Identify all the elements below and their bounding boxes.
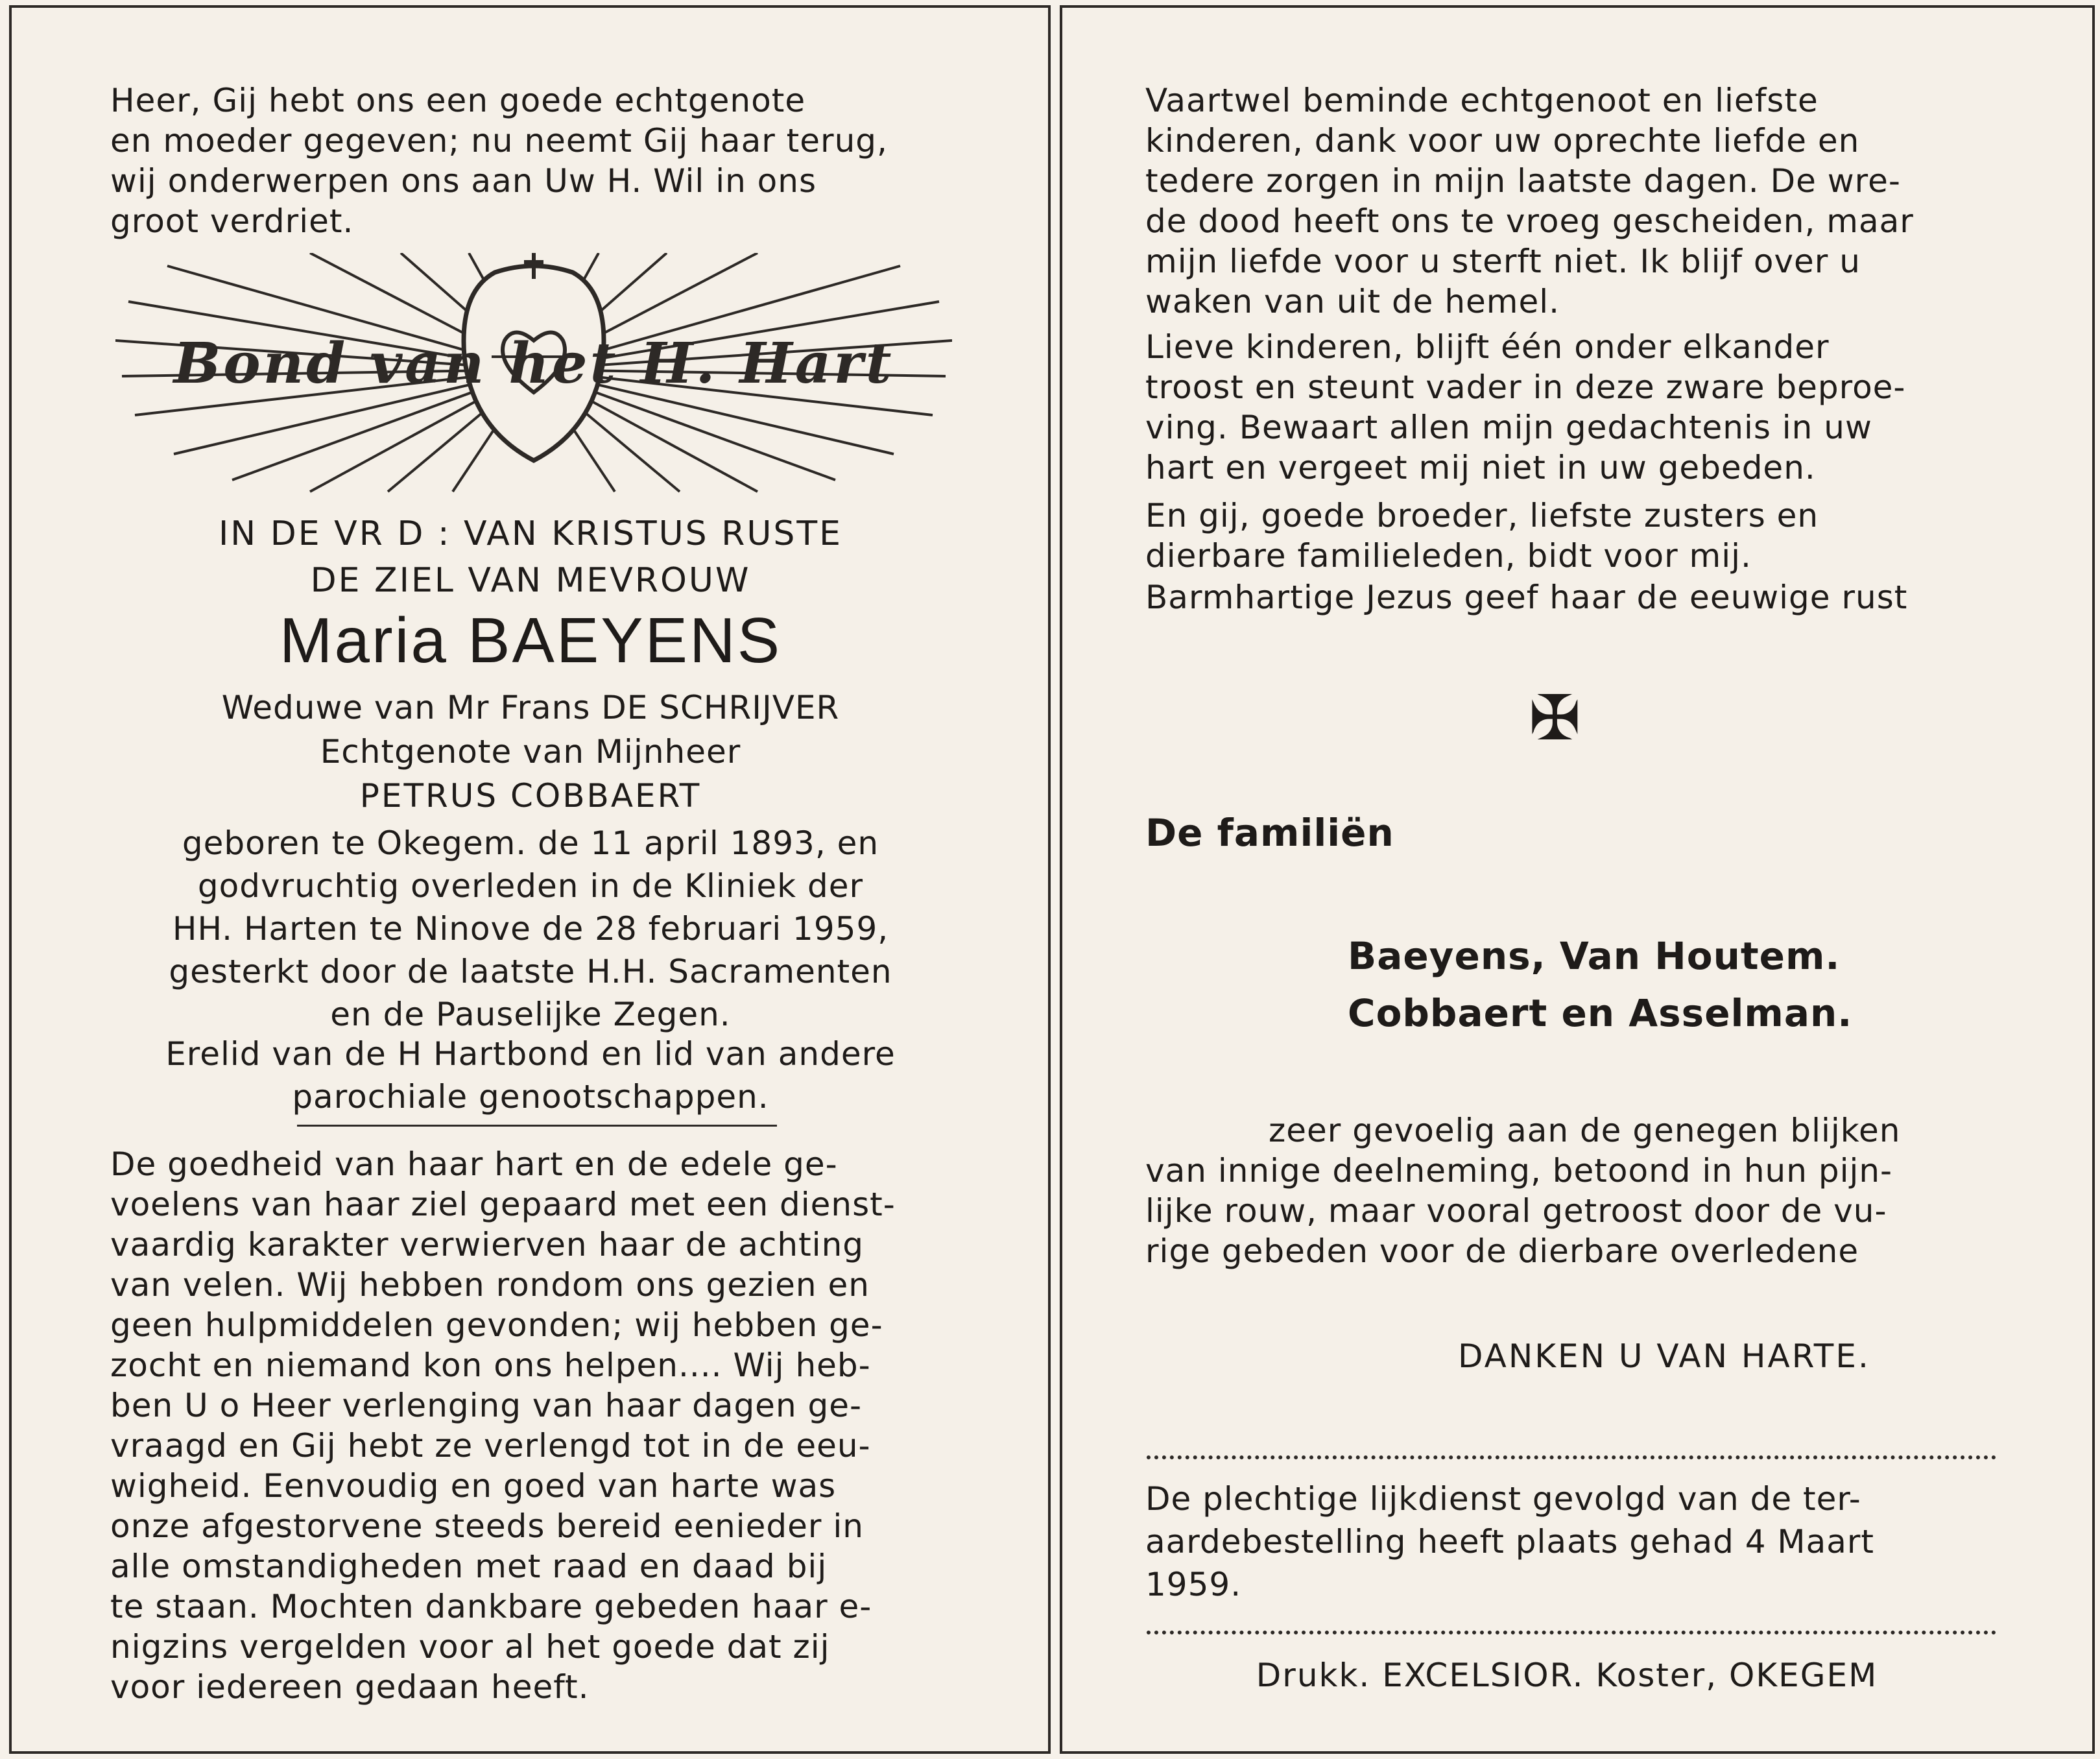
intro-prayer: Heer, Gij hebt ons een goede echtgenote en moeder gegeven; nu neemt Gij haar terug, wij onderwerpen ons aan Uw H. Wil in ons groot verdriet. [110,82,888,240]
tribute-text: De goedheid van haar hart en de edele ge- voelens van haar ziel gepaard met een dienst- vaardig karakter verwierven haar de achting van velen. Wij hebben rondom ons gezien en geen hulpmiddelen gevonden; wij hebben ge- zocht en niemand kon ons helpen.... Wij heb- ben U o Heer verlenging van haar dagen ge- vraagd en Gij hebt ze verlengd tot in de eeu- wigheid. Eenvoudig en goed van harte was onze afgestorvene steeds bereid eenieder in alle omstandigheden met raad en daad bij te staan. Mochten dankbare gebeden haar e- nigzins vergelden voor al het goede dat zij voor iedereen gedaan heeft. [110,1145,896,1706]
children-text: Lieve kinderen, blijft één onder elkander troost en steunt vader in deze zware beproe- ving. Bewaart allen mijn gedachtenis in uw hart en vergeet mij niet in uw gebeden. [1145,328,1906,486]
dotted-divider-bottom [1147,1631,1996,1634]
cross-icon: ✠ [1529,682,1582,754]
right-page [1060,5,2095,1754]
birth-death-details: geboren te Okegem. de 11 april 1893, en godvruchtig overleden in de Kliniek der HH. Harten te Ninove de 28 februari 1959, gesterkt door de laatste H.H. Sacramenten en de Pauselijke Zegen. [169,824,892,1033]
funeral-notice: De plechtige lijkdienst gevolgd van de ter- aardebestelling heeft plaats gehad 4 Maart 1959. [1145,1480,1875,1603]
prayer-text: Barmhartige Jezus geef haar de eeuwige rust [1145,579,1908,616]
membership: Erelid van de H Hartbond en lid van andere parochiale genootschappen. [165,1035,896,1116]
family-text: En gij, goede broeder, liefste zusters en dierbare familieleden, bidt voor mij. [1145,497,1819,575]
thanks-text: zeer gevoelig aan de genegen blijken van innige deelneming, betoond in hun pijn- lijke rouw, maar vooral getroost door de vu- rige gebeden voor de dierbare overledene [1145,1112,1901,1270]
left-page [9,5,1051,1754]
spouse-intro: Echtgenote van Mijnheer [320,733,741,771]
widow-line: Weduwe van Mr Frans DE SCHRIJVER [221,689,840,726]
farewell-text: Vaartwel beminde echtgenoot en liefste kinderen, dank voor uw oprechte liefde en tedere zorgen in mijn laatste dagen. De wre- de dood heeft ons te vroeg gescheiden, maar mijn liefde voor u sterft niet. Ik blijf over u waken van uit de hemel. [1145,82,1914,320]
families-names: Baeyens, Van Houtem. Cobbaert en Asselman. [1348,934,1853,1035]
spouse-name: PETRUS COBBAERT [359,777,702,815]
emblem-motto: Bond van het H. Hart [173,331,894,396]
section-divider [297,1125,777,1127]
thanks-signature: DANKEN U VAN HARTE. [1458,1337,1870,1375]
printer-credit: Drukk. EXCELSIOR. Koster, OKEGEM [1256,1657,1878,1694]
in-memoriam-line-1: IN DE VR D : VAN KRISTUS RUSTE [218,514,843,553]
deceased-name: Maria BAEYENS [279,604,782,676]
families-heading: De familiën [1145,811,1394,855]
in-memoriam-line-2: DE ZIEL VAN MEVROUW [310,561,751,600]
dotted-divider-top [1147,1455,1996,1459]
sacred-heart-emblem [115,253,952,493]
